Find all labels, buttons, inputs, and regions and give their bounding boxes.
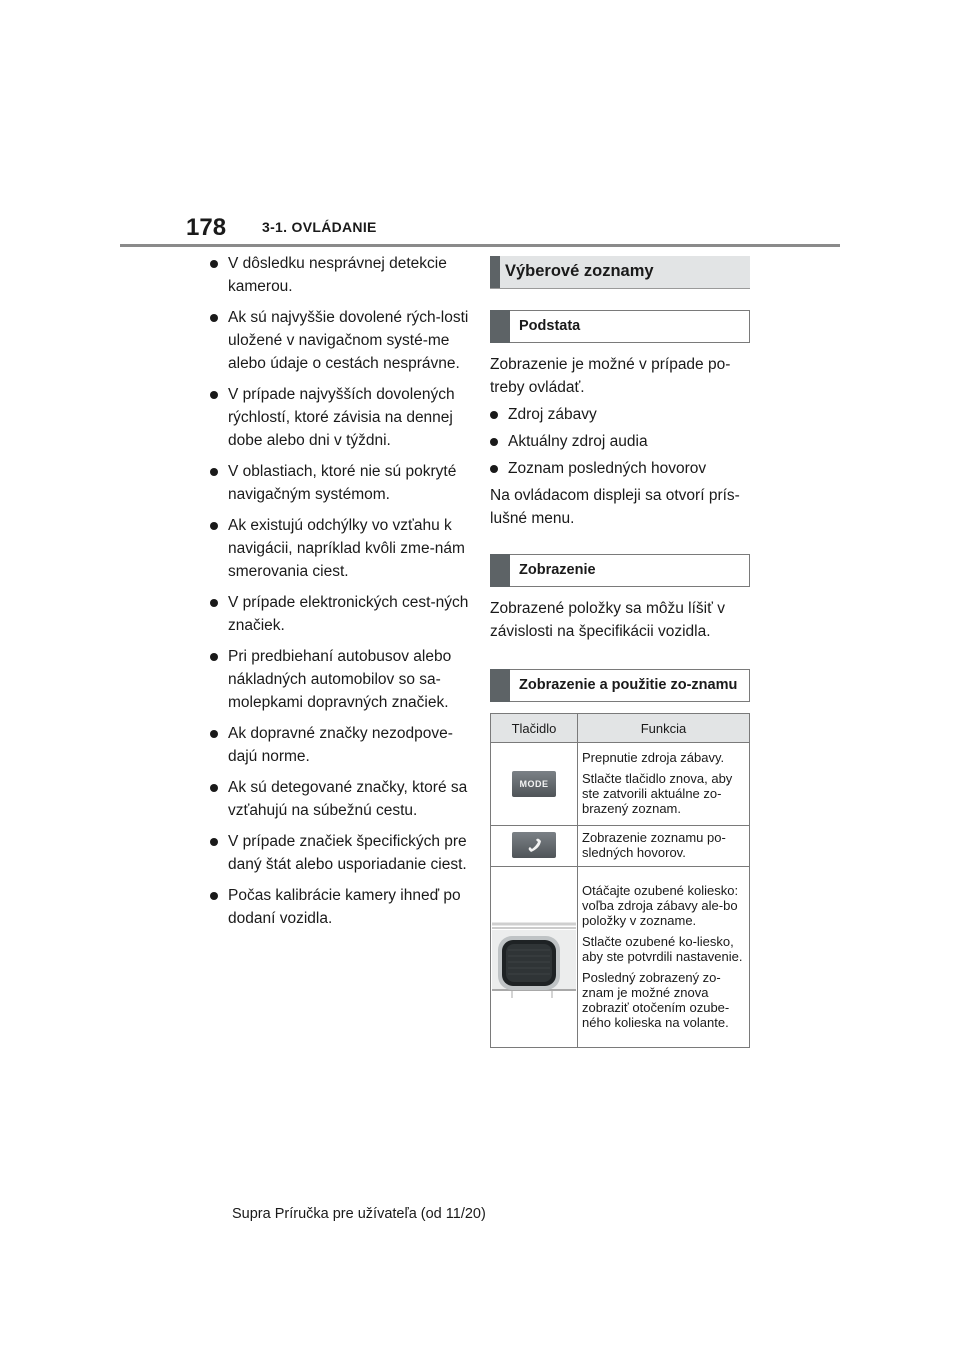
list-item: V prípade najvyšších dovolených rýchlostí, ktoré závisia na dennej dobe alebo dni v týždni. xyxy=(210,383,470,452)
list-item: V prípade značiek špecifických pre daný štát alebo usporiadanie ciest. xyxy=(210,830,470,876)
bullet-icon xyxy=(210,892,218,900)
bullet-icon xyxy=(490,438,498,446)
subheading-zobrazenie: Zobrazenie xyxy=(490,554,750,587)
bullet-icon xyxy=(490,465,498,473)
subheading-bar xyxy=(490,554,510,587)
subheading-list-usage: Zobrazenie a použitie zo-znamu xyxy=(490,669,750,702)
list-item: Ak sú detegované značky, ktoré sa vzťahujú na súbežnú cestu. xyxy=(210,776,470,822)
display-text: Zobrazené položky sa môžu líšiť v závislosti na špecifikácii vozidla. xyxy=(490,600,725,640)
table-header-row xyxy=(491,714,750,743)
phone-button-icon xyxy=(512,832,556,858)
function-table xyxy=(490,713,750,1048)
col-header-function: Funkcia xyxy=(578,714,750,743)
thumbwheel-icon xyxy=(492,914,576,998)
list-item: V oblastiach, ktoré nie sú pokryté navigačným systémom. xyxy=(210,460,470,506)
list-item: Zoznam posledných hovorov xyxy=(490,457,750,480)
section-label: 3-1. OVLÁDANIE xyxy=(262,219,377,235)
list-item: V dôsledku nesprávnej detekcie kamerou. xyxy=(210,252,470,298)
col-header-button: Tlačidlo xyxy=(491,714,578,743)
phone-handset-icon xyxy=(512,832,556,858)
table-row: Zobrazenie zoznamu po-sledných hovorov. xyxy=(491,826,750,867)
right-column xyxy=(490,256,750,1048)
bullet-icon xyxy=(210,730,218,738)
intro-text: Zobrazenie je možné v prípade po-treby ovládať. xyxy=(490,356,731,396)
bullet-icon xyxy=(210,784,218,792)
list-item: Ak dopravné značky nezodpove-dajú norme. xyxy=(210,722,470,768)
bullet-icon xyxy=(490,411,498,419)
bullet-icon xyxy=(210,314,218,322)
header-rule xyxy=(120,244,840,247)
heading-bar xyxy=(490,256,500,288)
list-item: V prípade elektronických cest-ných značiek. xyxy=(210,591,470,637)
section-heading xyxy=(490,256,750,289)
left-column xyxy=(210,252,470,938)
list-item: Zdroj zábavy xyxy=(490,403,750,426)
bullet-icon xyxy=(210,260,218,268)
list-item: Ak sú najvyššie dovolené rých-losti uložené v navigačnom systé-me alebo údaje o cestách nesprávne. xyxy=(210,306,470,375)
list-item: Aktuálny zdroj audia xyxy=(490,430,750,453)
list-item: Ak existujú odchýlky vo vzťahu k navigácii, napríklad kvôli zme-nám smerovania ciest. xyxy=(210,514,470,583)
bullet-icon xyxy=(210,653,218,661)
footer-text: Supra Príručka pre užívateľa (od 11/20) xyxy=(232,1206,486,1222)
bullet-icon xyxy=(210,391,218,399)
mode-button-icon: MODE xyxy=(512,771,556,797)
subheading-podstata: Podstata xyxy=(490,310,750,343)
bullet-icon xyxy=(210,468,218,476)
page-number: 178 xyxy=(186,214,227,241)
outro-text: Na ovládacom displeji sa otvorí prís-lušné menu. xyxy=(490,487,740,527)
subheading-bar xyxy=(490,669,510,702)
list-item: Pri predbiehaní autobusov alebo nákladných automobilov so sa-molepkami dopravných značiek. xyxy=(210,645,470,714)
bullet-icon xyxy=(210,522,218,530)
subheading-bar xyxy=(490,310,510,343)
bullet-icon xyxy=(210,599,218,607)
section-title: Výberové zoznamy xyxy=(505,262,654,280)
list-item: Počas kalibrácie kamery ihneď po dodaní vozidla. xyxy=(210,884,470,930)
bullet-icon xyxy=(210,838,218,846)
table-row: Otáčajte ozubené koliesko: voľba zdroja zábavy ale-bo položky v zozname. Stlačte ozubené ko-liesko, aby ste potvrdili nastavenie. Posledný zobrazený zo-znam je možné znova zobraziť otočením ozube-ného kolieska na volante. xyxy=(491,867,750,1048)
table-row: MODE Prepnutie zdroja zábavy. Stlačte tlačidlo znova, aby ste zatvorili aktuálne zo-brazený zoznam. xyxy=(491,743,750,826)
